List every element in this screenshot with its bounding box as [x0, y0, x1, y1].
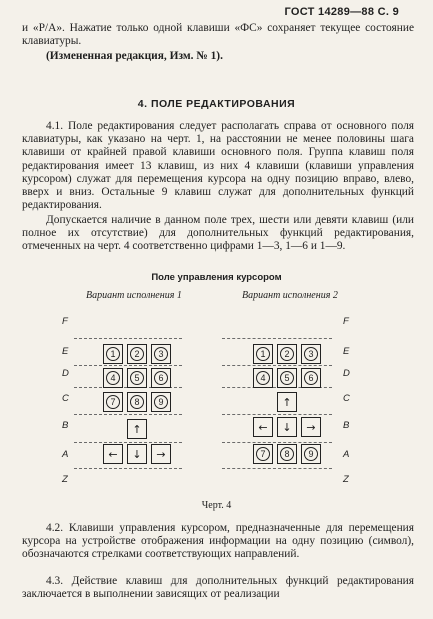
arrow-up-icon: ↑ [132, 422, 142, 436]
variant-1-label: Вариант исполнения 1 [86, 290, 182, 301]
key-arrow-right [151, 444, 171, 464]
key-1: 1 [253, 344, 273, 364]
key-7: 7 [103, 392, 123, 412]
row-divider [222, 338, 332, 339]
paragraph-4-2: 4.2. Клавиши управления курсором, предназначенные для перемещения курсора на устройстве отображения информации на одну позицию (символ), обозначаются стрелками соответствующих направлений. [22, 522, 414, 561]
row-divider [222, 365, 332, 366]
key-8: 8 [127, 392, 147, 412]
key-arrow-left [253, 417, 273, 437]
page-header: ГОСТ 14289—88 С. 9 [284, 6, 399, 18]
paragraph-4-1-continued: Допускается наличие в данном поле трех, шести или девяти клавиш (или полное их отсутствие) для дополнительных функций редактирования, отмеченных на черт. 4 соответственно цифрами 1—3, 1—6 и 1—9. [22, 214, 414, 253]
row-divider [222, 442, 332, 443]
key-arrow-right [301, 417, 321, 437]
arrow-left-icon: ← [108, 447, 118, 461]
row-label-z-right: Z [343, 474, 349, 485]
key-arrow-down [127, 444, 147, 464]
key-3: 3 [301, 344, 321, 364]
key-7: 7 [253, 444, 273, 464]
key-6: 6 [151, 368, 171, 388]
arrow-right-icon: → [156, 447, 166, 461]
row-label-c-left: C [62, 393, 69, 404]
key-arrow-down [277, 417, 297, 437]
figure-title: Поле управления курсором [151, 272, 282, 283]
key-3: 3 [151, 344, 171, 364]
key-arrow-up [127, 419, 147, 439]
row-label-f-right: F [343, 316, 349, 327]
row-label-b-right: B [343, 420, 350, 431]
key-6: 6 [301, 368, 321, 388]
paragraph-4-1: 4.1. Поле редактирования следует располагать справа от основного поля клавиатуры, как указано на черт. 1, на расстоянии не менее половины шага клавиши от крайней правой клавиши основного поля. Группа клавиш поля редактирования имеет 13 клавиш, из них 4 клавиши (клавиши управления курсором) служат для перемещения курсора на одну позицию вправо, влево, вверх и вниз. Остальные 9 клавиш служат для дополнительных функций редактирования. [22, 120, 414, 212]
row-divider [74, 338, 182, 339]
key-4: 4 [103, 368, 123, 388]
paragraph-4-3: 4.3. Действие клавиш для дополнительных функций редактирования заключается в выполнении зависящих от реализации [22, 575, 414, 601]
key-5: 5 [277, 368, 297, 388]
row-divider [74, 442, 182, 443]
row-label-a-left: A [62, 449, 69, 460]
row-label-z-left: Z [62, 474, 68, 485]
arrow-left-icon: ← [258, 420, 268, 434]
row-label-e-right: E [343, 346, 350, 357]
key-9: 9 [301, 444, 321, 464]
key-2: 2 [277, 344, 297, 364]
key-9: 9 [151, 392, 171, 412]
figure-caption: Черт. 4 [201, 500, 232, 511]
row-divider [222, 468, 332, 469]
row-label-f-left: F [62, 316, 68, 327]
row-label-a-right: A [343, 449, 350, 460]
row-label-e-left: E [62, 346, 69, 357]
variant-2-label: Вариант исполнения 2 [242, 290, 338, 301]
amendment-note: (Измененная редакция, Изм. № 1). [46, 50, 223, 62]
row-divider [74, 365, 182, 366]
key-1: 1 [103, 344, 123, 364]
arrow-down-icon: ↓ [282, 420, 292, 434]
key-8: 8 [277, 444, 297, 464]
arrow-up-icon: ↑ [282, 395, 292, 409]
section-title: 4. ПОЛЕ РЕДАКТИРОВАНИЯ [137, 98, 296, 110]
intro-paragraph: и «Р/А». Нажатие только одной клавиши «ФС» сохраняет текущее состояние клавиатуры. [22, 22, 414, 48]
row-label-c-right: C [343, 393, 350, 404]
arrow-down-icon: ↓ [132, 447, 142, 461]
key-2: 2 [127, 344, 147, 364]
row-label-b-left: B [62, 420, 69, 431]
arrow-right-icon: → [306, 420, 316, 434]
row-label-d-left: D [62, 368, 69, 379]
row-divider [74, 414, 182, 415]
key-arrow-up [277, 392, 297, 412]
key-arrow-left [103, 444, 123, 464]
row-label-d-right: D [343, 368, 350, 379]
row-divider [74, 468, 182, 469]
row-divider [222, 414, 332, 415]
key-5: 5 [127, 368, 147, 388]
key-4: 4 [253, 368, 273, 388]
